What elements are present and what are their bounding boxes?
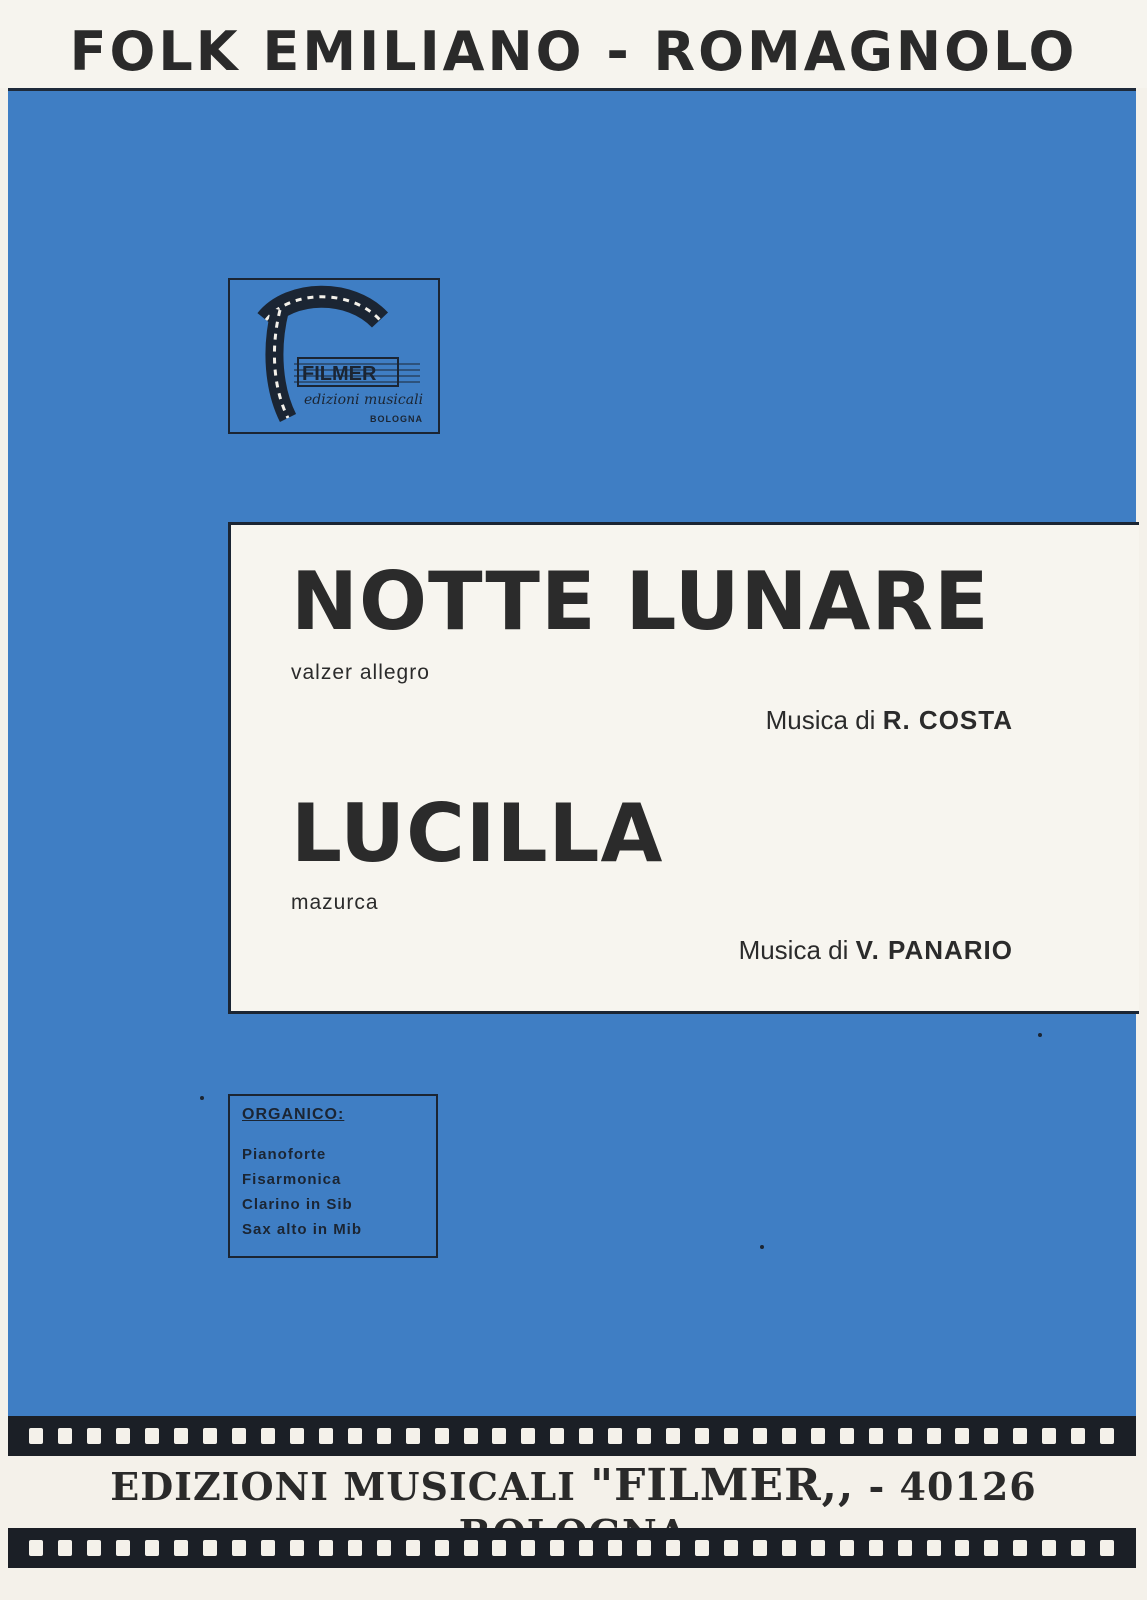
film-hole bbox=[579, 1428, 593, 1444]
song-credit-1 bbox=[766, 705, 1013, 736]
song-title-2: LUCILLA bbox=[291, 787, 664, 880]
film-hole bbox=[753, 1428, 767, 1444]
film-hole bbox=[377, 1540, 391, 1556]
film-hole bbox=[174, 1540, 188, 1556]
film-hole bbox=[377, 1428, 391, 1444]
film-hole bbox=[695, 1428, 709, 1444]
film-hole bbox=[579, 1540, 593, 1556]
film-hole bbox=[521, 1428, 535, 1444]
film-hole bbox=[898, 1540, 912, 1556]
film-hole bbox=[145, 1428, 159, 1444]
song-credit-2 bbox=[739, 935, 1013, 966]
list-item: Clarino in Sib bbox=[242, 1196, 353, 1213]
song-subtitle-1: valzer allegro bbox=[291, 661, 430, 684]
film-hole bbox=[927, 1540, 941, 1556]
film-hole bbox=[464, 1540, 478, 1556]
film-hole bbox=[984, 1428, 998, 1444]
film-hole bbox=[290, 1428, 304, 1444]
film-hole bbox=[435, 1428, 449, 1444]
film-hole bbox=[782, 1428, 796, 1444]
film-hole bbox=[464, 1428, 478, 1444]
film-hole bbox=[521, 1540, 535, 1556]
film-hole bbox=[406, 1540, 420, 1556]
instrumentation-heading: ORGANICO: bbox=[242, 1106, 345, 1123]
film-hole bbox=[492, 1428, 506, 1444]
film-hole bbox=[955, 1428, 969, 1444]
filmer-logo-icon bbox=[230, 280, 438, 432]
film-hole bbox=[261, 1428, 275, 1444]
film-hole bbox=[869, 1540, 883, 1556]
footer-suffix: - 40126 bbox=[868, 1464, 1037, 1509]
publisher-logo bbox=[228, 278, 440, 434]
film-hole bbox=[232, 1540, 246, 1556]
film-hole bbox=[840, 1428, 854, 1444]
film-hole bbox=[927, 1428, 941, 1444]
film-hole bbox=[811, 1428, 825, 1444]
film-hole bbox=[348, 1540, 362, 1556]
logo-tagline: edizioni musicali bbox=[304, 392, 424, 408]
film-hole bbox=[319, 1428, 333, 1444]
song-subtitle-2: mazurca bbox=[291, 891, 379, 914]
film-strip-bottom bbox=[8, 1528, 1136, 1568]
footer-prefix: EDIZIONI MUSICALI bbox=[110, 1464, 591, 1509]
film-hole bbox=[116, 1428, 130, 1444]
film-hole bbox=[666, 1540, 680, 1556]
film-hole bbox=[1100, 1428, 1114, 1444]
film-hole bbox=[232, 1428, 246, 1444]
instrument-list bbox=[242, 1142, 362, 1242]
film-hole bbox=[203, 1540, 217, 1556]
film-hole bbox=[840, 1540, 854, 1556]
film-hole bbox=[319, 1540, 333, 1556]
film-hole bbox=[782, 1540, 796, 1556]
logo-city: BOLOGNA bbox=[370, 414, 423, 424]
film-hole bbox=[550, 1540, 564, 1556]
composer-name: R. COSTA bbox=[882, 705, 1013, 735]
title-card bbox=[228, 522, 1139, 1014]
film-hole bbox=[1013, 1428, 1027, 1444]
film-hole bbox=[435, 1540, 449, 1556]
instrumentation-box bbox=[228, 1094, 438, 1258]
film-hole bbox=[753, 1540, 767, 1556]
film-hole bbox=[174, 1428, 188, 1444]
film-hole bbox=[492, 1540, 506, 1556]
film-hole bbox=[1013, 1540, 1027, 1556]
footer-brand: "FILMER,, bbox=[590, 1460, 855, 1511]
film-hole bbox=[1042, 1540, 1056, 1556]
film-hole bbox=[58, 1428, 72, 1444]
composer-name: V. PANARIO bbox=[855, 935, 1013, 965]
film-hole bbox=[29, 1428, 43, 1444]
film-hole bbox=[637, 1428, 651, 1444]
film-hole bbox=[898, 1428, 912, 1444]
list-item: Sax alto in Mib bbox=[242, 1221, 363, 1238]
film-hole bbox=[695, 1540, 709, 1556]
film-hole bbox=[608, 1540, 622, 1556]
film-hole bbox=[58, 1540, 72, 1556]
song-title-1: NOTTE LUNARE bbox=[291, 555, 990, 648]
film-hole bbox=[637, 1540, 651, 1556]
film-hole bbox=[984, 1540, 998, 1556]
film-hole bbox=[290, 1540, 304, 1556]
film-hole bbox=[116, 1540, 130, 1556]
film-hole bbox=[87, 1428, 101, 1444]
film-strip-top bbox=[8, 1416, 1136, 1456]
film-hole bbox=[348, 1428, 362, 1444]
film-hole bbox=[1100, 1540, 1114, 1556]
film-hole bbox=[724, 1428, 738, 1444]
film-hole bbox=[87, 1540, 101, 1556]
film-hole bbox=[1042, 1428, 1056, 1444]
film-hole bbox=[1071, 1540, 1085, 1556]
film-hole bbox=[811, 1540, 825, 1556]
series-title: FOLK EMILIANO - ROMAGNOLO bbox=[69, 20, 1078, 83]
film-hole bbox=[955, 1540, 969, 1556]
film-hole bbox=[550, 1428, 564, 1444]
film-hole bbox=[608, 1428, 622, 1444]
film-hole bbox=[203, 1428, 217, 1444]
credit-prefix: Musica di bbox=[765, 705, 876, 735]
film-hole bbox=[1071, 1428, 1085, 1444]
credit-prefix: Musica di bbox=[738, 935, 849, 965]
film-hole bbox=[724, 1540, 738, 1556]
list-item: Pianoforte bbox=[242, 1146, 327, 1163]
film-hole bbox=[145, 1540, 159, 1556]
film-hole bbox=[261, 1540, 275, 1556]
film-hole bbox=[869, 1428, 883, 1444]
film-hole bbox=[29, 1540, 43, 1556]
list-item: Fisarmonica bbox=[242, 1171, 342, 1188]
logo-brand: FILMER bbox=[302, 363, 377, 385]
film-hole bbox=[406, 1428, 420, 1444]
film-hole bbox=[666, 1428, 680, 1444]
